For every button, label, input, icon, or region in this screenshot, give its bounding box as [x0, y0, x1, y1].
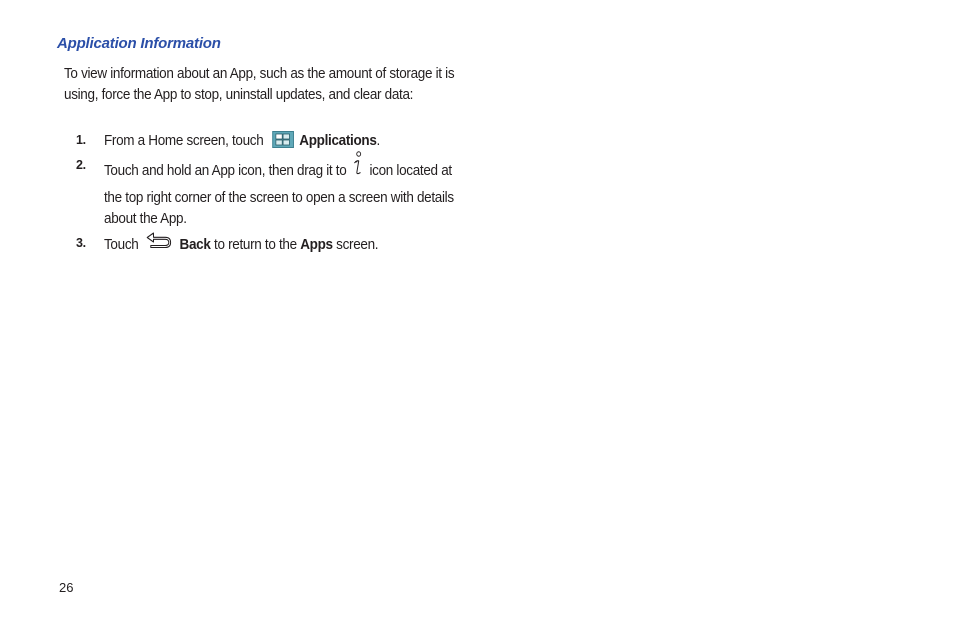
step-number: 1. [76, 133, 86, 147]
page-number: 26 [59, 580, 74, 595]
intro-text: To view information about an App, such as the amount of storage it is using, force the App to stop, uninstall updates, and clear data: [64, 65, 455, 103]
step-text-before: Touch and hold an App icon, then drag it to [104, 161, 347, 179]
step-bold-term: Back [179, 235, 211, 253]
step-list [64, 130, 484, 261]
step-bold-term: Applications [299, 132, 377, 149]
step-text-before: Touch [104, 235, 139, 253]
step-text-after: icon located at the top right corner of the screen to open a screen with details about the App. [104, 161, 454, 227]
step-text-middle: to return to the [214, 235, 297, 253]
step-number: 2. [76, 158, 86, 172]
intro-paragraph [64, 63, 455, 105]
step-text-after: screen. [336, 235, 379, 253]
step-3 [64, 233, 484, 257]
step-text-after: . [376, 132, 380, 149]
step-number: 3. [76, 236, 86, 250]
step-1 [64, 130, 484, 151]
applications-grid-icon [272, 131, 294, 148]
step-text-before: From a Home screen, touch [104, 132, 264, 149]
step-text [104, 233, 464, 257]
step-text [104, 155, 464, 229]
back-arrow-icon [145, 231, 172, 255]
app-info-icon [352, 151, 365, 183]
step-2 [64, 155, 484, 229]
step-bold-term-2: Apps [300, 235, 333, 253]
section-heading: Application Information [57, 35, 221, 52]
step-text [104, 130, 464, 151]
